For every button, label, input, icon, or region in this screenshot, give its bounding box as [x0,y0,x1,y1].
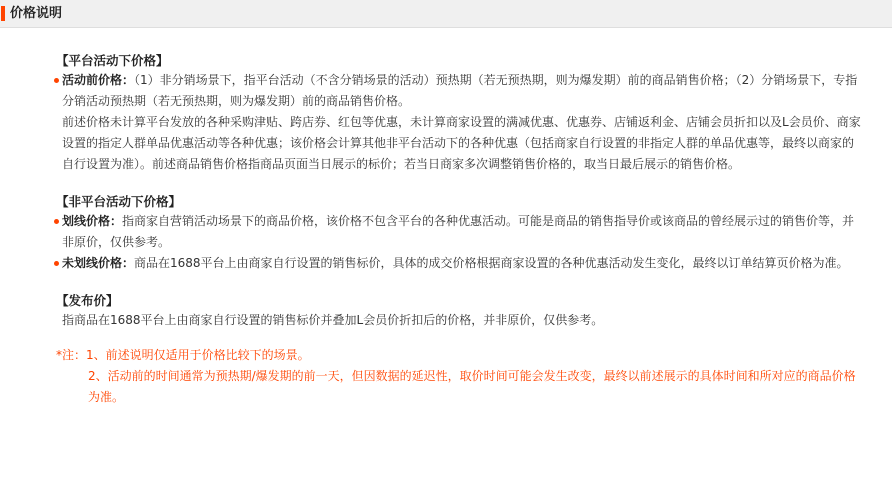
non-platform-section-title: 【非平台活动下价格】 [56,194,182,209]
note-line-1: *注：1、前述说明仅适用于价格比较下的场景。 [56,348,310,362]
publish-price-section-title: 【发布价】 [56,293,119,308]
no-strike-price-label: 未划线价格： [62,256,135,270]
no-strike-price-item [56,253,862,274]
strike-price-item [56,211,862,253]
bullet-dot-icon [54,261,59,266]
header-accent-bar [1,6,5,21]
strike-price-label: 划线价格： [62,214,123,228]
no-strike-price-text: 商品在1688平台上由商家自行设置的销售标价，具体的成交价格根据商家设置的各种优惠活动发生变化，最终以订单结算页价格为准。 [134,256,849,270]
pre-activity-price-label: 活动前价格： [62,73,135,87]
strike-price-text: 指商家自营销活动场景下的商品价格，该价格不包含平台的各种优惠活动。可能是商品的销售指导价或该商品的曾经展示过的销售价等，并非原价，仅供参考。 [62,214,855,249]
note-line-2: 2、活动前的时间通常为预热期/爆发期的前一天，但因数据的延迟性，取价时间可能会发生改变，最终以前述展示的具体时间和所对应的商品价格为准。 [88,369,856,404]
pre-activity-price-text: （1）非分销场景下，指平台活动（不含分销场景的活动）预热期（若无预热期，则为爆发期）前的商品销售价格；（2）分销场景下，专指分销活动预热期（若无预热期，则为爆发期）前的商品销售价格。 [62,73,858,108]
platform-explanation-text: 前述价格未计算平台发放的各种采购津贴、跨店券、红包等优惠，未计算商家设置的满减优惠、优惠券、店铺返利金、店铺会员折扣以及L会员价、商家设置的指定人群单品优惠活动等各种优惠；该价格会计算其他非平台活动下的各种优惠（包括商家自行设置的非指定人群的单品优惠等，最终以商家的自行设置为准）。前述商品销售价格指商品页面当日展示的标价；若当日商家多次调整销售价格的，取当日最后展示的销售价格。 [62,115,861,171]
price-explanation-header [0,0,892,28]
publish-price-text: 指商品在1688平台上由商家自行设置的销售标价并叠加L会员价折扣后的价格，并非原价，仅供参考。 [62,313,604,327]
price-explanation-content [56,52,862,408]
platform-section-title: 【平台活动下价格】 [56,53,169,68]
pre-activity-price-item [56,70,862,112]
bullet-dot-icon [54,219,59,224]
header-title: 价格说明 [10,6,63,21]
bullet-dot-icon [54,78,59,83]
